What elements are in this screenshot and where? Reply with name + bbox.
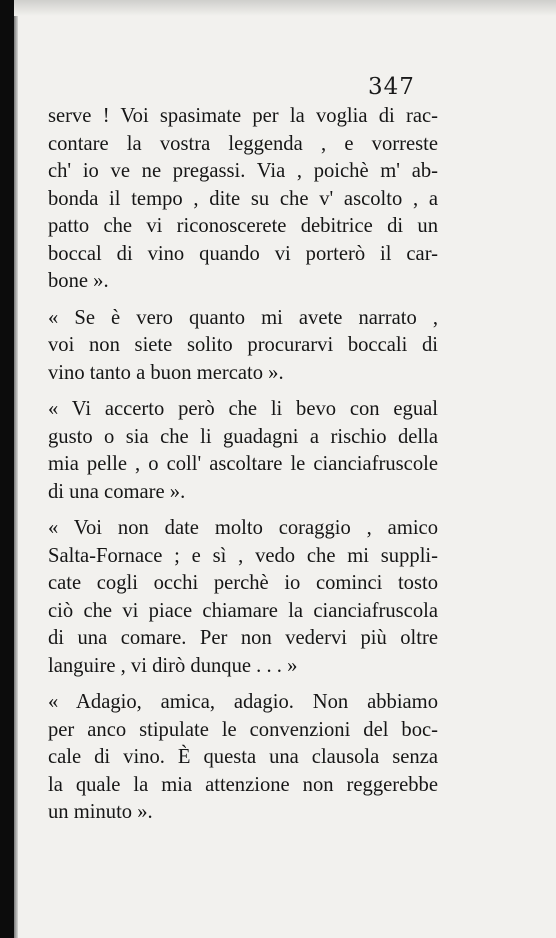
paragraph-gap (48, 680, 438, 689)
book-page (14, 0, 556, 938)
paragraph-gap (48, 296, 438, 305)
text-line: ch' io ve ne pregassi. Via , poichè m' ab- (48, 160, 438, 182)
paragraph (48, 396, 438, 506)
text-line: patto che vi riconoscerete debitrice di un (48, 215, 438, 237)
text-line: cale di vino. È questa una clausola senza (48, 746, 438, 768)
text-line: gusto o sia che li guadagni a rischio della (48, 425, 438, 448)
text-line: contare la vostra leggenda , e vorreste (48, 132, 438, 155)
paragraph (48, 103, 438, 296)
text-line: « Vi accerto però che li bevo con egual (48, 398, 438, 420)
text-line: per anco stipulate le convenzioni del boc- (48, 718, 438, 741)
text-line: boccal di vino quando vi porterò il car- (48, 242, 438, 265)
book-spine-shadow (14, 0, 18, 938)
top-edge-shadow (14, 0, 556, 16)
body-text (48, 103, 438, 827)
text-line: mia pelle , o coll' ascoltare le cianciafruscole (48, 453, 438, 475)
text-line: bonda il tempo , dite su che v' ascolto , a (48, 187, 438, 210)
text-line: « Adagio, amica, adagio. Non abbiamo (48, 691, 438, 713)
paragraph-gap (48, 506, 438, 515)
text-line: languire , vi dirò dunque . . . » (48, 654, 298, 677)
text-line: bone ». (48, 270, 109, 292)
paragraph (48, 305, 438, 388)
text-line: Salta-Fornace ; e sì , vedo che mi suppli- (48, 544, 438, 567)
text-line: voi non siete solito procurarvi boccali di (48, 334, 438, 356)
text-line: un minuto ». (48, 801, 153, 823)
paragraph-gap (48, 387, 438, 396)
paragraph (48, 515, 438, 680)
text-line: cate cogli occhi perchè io cominci tosto (48, 572, 438, 594)
text-line: di una comare. Per non vedervi più oltre (48, 627, 438, 649)
paragraph (48, 689, 438, 827)
text-line: serve ! Voi spasimate per la voglia di rac- (48, 105, 438, 127)
text-line: « Se è vero quanto mi avete narrato , (48, 306, 438, 329)
text-line: « Voi non date molto coraggio , amico (48, 517, 438, 539)
text-line: vino tanto a buon mercato ». (48, 361, 284, 384)
text-line: la quale la mia attenzione non reggerebbe (48, 773, 438, 796)
page-number: 347 (368, 74, 415, 100)
text-line: di una comare ». (48, 480, 186, 503)
text-line: ciò che vi piace chiamare la cianciafruscola (48, 599, 438, 622)
